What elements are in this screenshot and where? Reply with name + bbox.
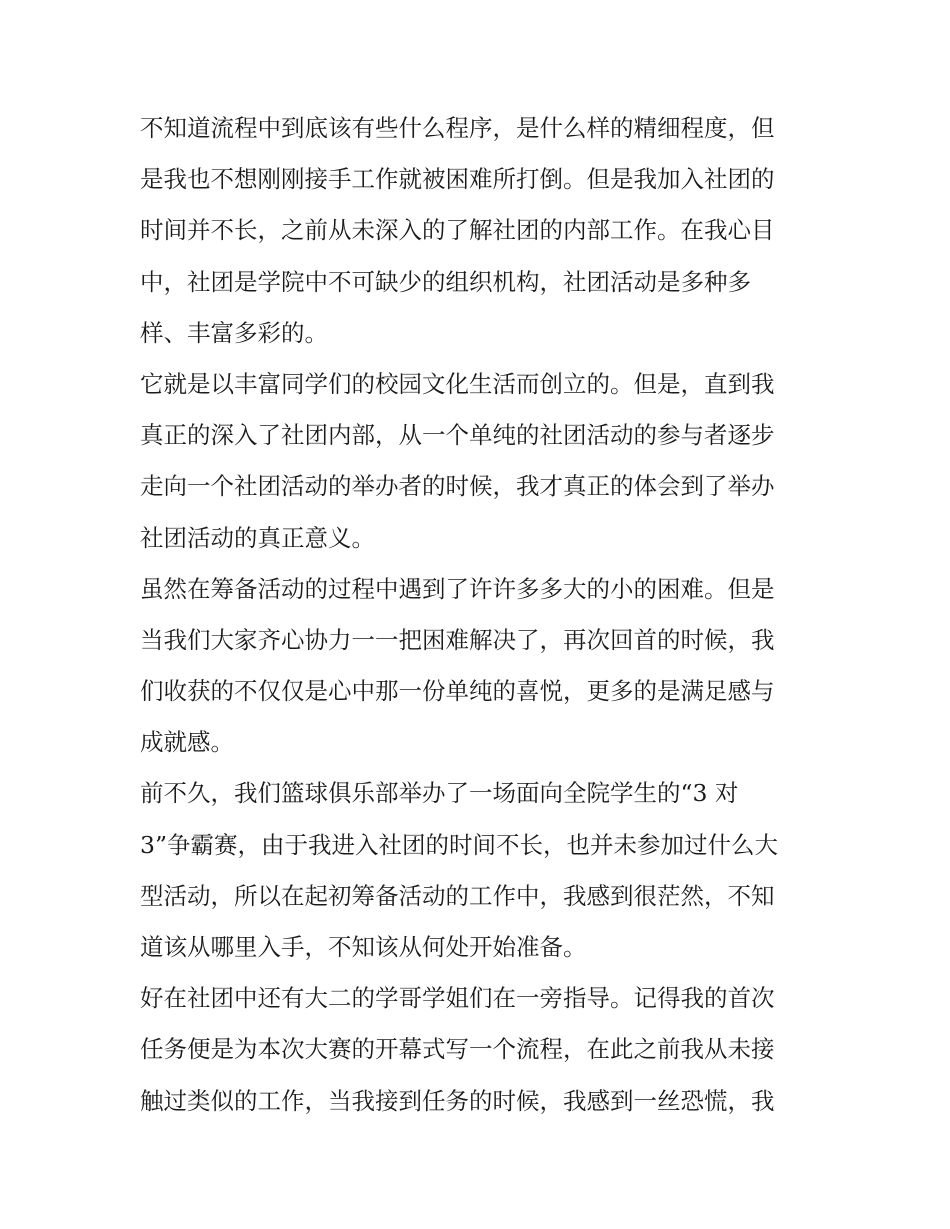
text-line: 成就感。	[140, 728, 234, 757]
text-line: 触过类似的工作，当我接到任务的时候，我感到一丝恐慌，我	[140, 1086, 775, 1115]
text-line: 型活动，所以在起初筹备活动的工作中，我感到很茫然，不知	[140, 881, 775, 910]
text-line: 样、丰富多彩的。	[140, 318, 328, 347]
text-line: 前不久，我们篮球俱乐部举办了一场面向全院学生的“3 对	[140, 779, 739, 808]
text-line: 真正的深入了社团内部，从一个单纯的社团活动的参与者逐步	[140, 421, 775, 450]
text-line: 它就是以丰富同学们的校园文化生活而创立的。但是，直到我	[140, 369, 775, 398]
text-line: 道该从哪里入手，不知该从何处开始准备。	[140, 933, 587, 961]
text-line: 不知道流程中到底该有些什么程序，是什么样的精细程度，但	[140, 114, 775, 142]
text-line: 好在社团中还有大二的学哥学姐们在一旁指导。记得我的首次	[140, 984, 775, 1013]
text-line: 走向一个社团活动的举办者的时候，我才真正的体会到了举办	[140, 472, 775, 501]
text-line: 社团活动的真正意义。	[140, 523, 375, 552]
text-line: 们收获的不仅仅是心中那一份单纯的喜悦，更多的是满足感与	[140, 677, 775, 706]
text-line: 虽然在筹备活动的过程中遇到了许许多多大的小的困难。但是	[140, 574, 775, 603]
text-line: 当我们大家齐心协力一一把困难解决了，再次回首的时候，我	[140, 625, 775, 654]
body-text	[140, 103, 830, 1127]
text-line: 任务便是为本次大赛的开幕式写一个流程，在此之前我从未接	[140, 1035, 775, 1064]
text-line: 中，社团是学院中不可缺少的组织机构，社团活动是多种多	[140, 267, 751, 296]
text-line: 时间并不长，之前从未深入的了解社团的内部工作。在我心目	[140, 216, 775, 245]
text-line: 是我也不想刚刚接手工作就被困难所打倒。但是我加入社团的	[140, 165, 775, 194]
text-line: 3”争霸赛，由于我进入社团的时间不长，也并未参加过什么大	[140, 830, 778, 859]
